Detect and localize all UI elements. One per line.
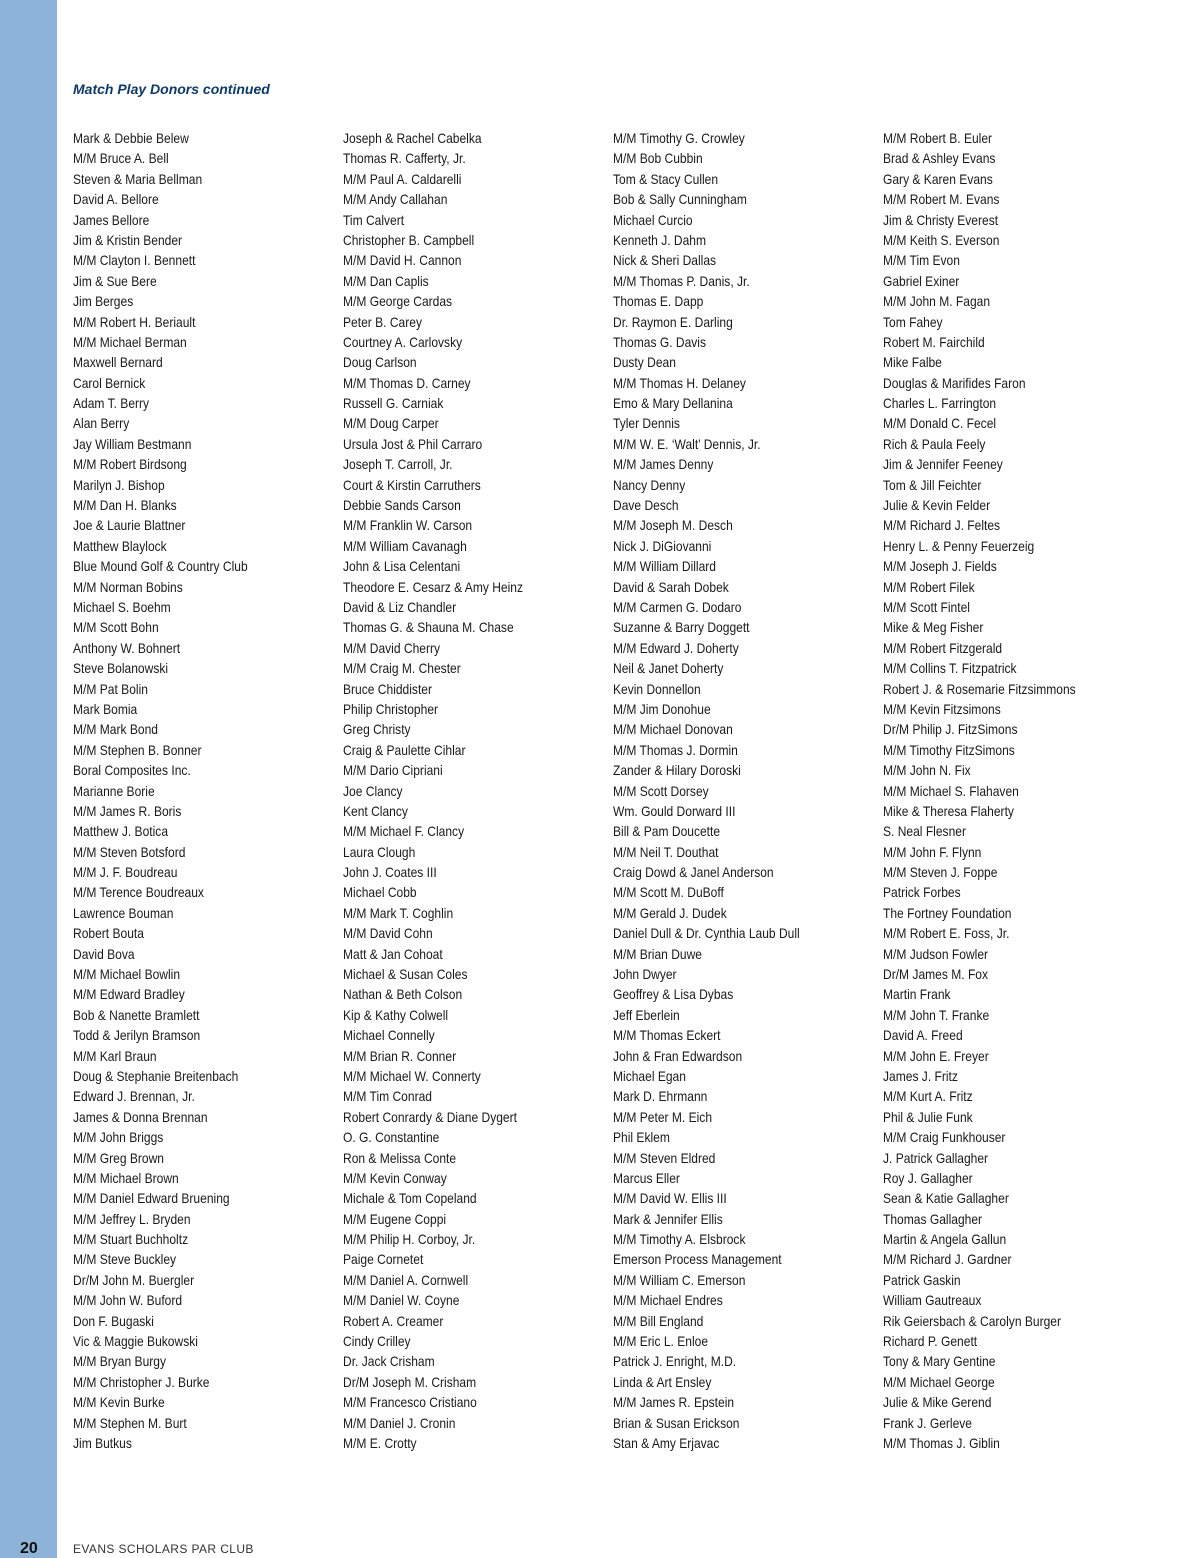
donor-name: M/M Stephen B. Bonner [73,741,202,758]
donor-name: M/M Keith S. Everson [883,231,1000,248]
donor-name: M/M Bill England [613,1312,704,1329]
donor-name: Boral Composites Inc. [73,762,191,779]
donor-name: M/M Peter M. Eich [613,1108,713,1125]
donor-name: M/M James R. Boris [73,802,182,819]
donor-name: Nick & Sheri Dallas [613,252,717,269]
donor-name: M/M Kevin Conway [343,1169,447,1186]
donor-name: Jim & Christy Everest [883,211,999,228]
donor-name: M/M Thomas J. Dormin [613,741,738,758]
donor-name: M/M Daniel A. Cornwell [343,1271,469,1288]
donor-name: David & Sarah Dobek [613,578,729,595]
donor-name: M/M Scott M. DuBoff [613,884,724,901]
donor-name: Nathan & Beth Colson [343,986,463,1003]
donor-name: M/M Philip H. Corboy, Jr. [343,1231,476,1248]
donor-name: M/M Thomas P. Danis, Jr. [613,272,750,289]
donor-name: Stan & Amy Erjavac [613,1435,720,1451]
donor-name: Jim & Kristin Bender [73,231,183,248]
donor-name: David A. Freed [883,1027,963,1044]
donor-name: Emo & Mary Dellanina [613,395,733,412]
donor-name: Daniel Dull & Dr. Cynthia Laub Dull [613,925,800,942]
donor-name: Bob & Nanette Bramlett [73,1006,200,1023]
donor-name: Cindy Crilley [343,1333,411,1350]
donor-name: Robert A. Creamer [343,1312,444,1329]
donor-name: Lawrence Bouman [73,904,174,921]
donor-name: M/M Timothy A. Elsbrock [613,1231,746,1248]
donor-name: Patrick Forbes [883,884,961,901]
donor-name: Rik Geiersbach & Carolyn Burger [883,1312,1062,1329]
donor-name: M/M Tim Conrad [343,1088,432,1105]
donor-name: M/M Christopher J. Burke [73,1373,210,1390]
donor-name: Matthew J. Botica [73,823,169,840]
donor-name: Kip & Kathy Colwell [343,1006,449,1023]
donor-name: M/M Michael Bowlin [73,966,181,983]
donor-name: Mark Bomia [73,700,138,717]
donor-name: M/M Gerald J. Dudek [613,904,727,921]
donor-name: Kenneth J. Dahm [613,231,707,248]
donor-name: Mark & Debbie Belew [73,130,189,146]
donor-name: M/M William Dillard [613,558,717,575]
donor-name: Tom Fahey [883,313,943,330]
donor-name: M/M Terence Boudreaux [73,884,204,901]
donor-name: M/M Scott Bohn [73,619,159,636]
donor-name: John & Fran Edwardson [613,1047,743,1064]
donor-name: Jim Butkus [73,1435,132,1451]
donor-name: Craig Dowd & Janel Anderson [613,864,774,881]
donor-name: Matthew Blaylock [73,537,167,554]
donor-name: Bruce Chiddister [343,680,433,697]
donor-name: Laura Clough [343,843,416,860]
donor-name: Greg Christy [343,721,411,738]
donor-name: M/M John N. Fix [883,762,971,779]
donor-name: Dr. Jack Crisham [343,1353,435,1370]
donor-name: David Bova [73,945,135,962]
donor-name: Tim Calvert [343,211,405,228]
donor-name: M/M Steven Eldred [613,1149,716,1166]
donor-name: Suzanne & Barry Doggett [613,619,750,636]
donor-name: Steven & Maria Bellman [73,170,203,187]
donor-name: Edward J. Brennan, Jr. [73,1088,195,1105]
donor-name: M/M David Cherry [343,639,441,656]
donor-name: Marilyn J. Bishop [73,476,165,493]
donor-name: Don F. Bugaski [73,1312,154,1329]
donor-name: M/M Thomas J. Giblin [883,1435,1000,1451]
donor-name: Marcus Eller [613,1169,680,1186]
donor-name: Russell G. Carniak [343,395,444,412]
donor-name: Patrick Gaskin [883,1271,961,1288]
donor-name: M/M Daniel Edward Bruening [73,1190,230,1207]
donor-name: M/M James R. Epstein [613,1394,735,1411]
donor-name: Julie & Mike Gerend [883,1394,992,1411]
donor-name: Tyler Dennis [613,415,680,432]
donor-name: Thomas E. Dapp [613,293,704,310]
donor-name: Kevin Donnellon [613,680,701,697]
donor-name: M/M Michael Endres [613,1292,723,1309]
donor-name: M/M Bryan Burgy [73,1353,167,1370]
donor-name: M/M John F. Flynn [883,843,982,860]
donor-name: Wm. Gould Dorward III [613,802,736,819]
donor-name: James & Donna Brennan [73,1108,208,1125]
donor-name: Roy J. Gallagher [883,1169,973,1186]
donor-name: M/M Kevin Fitzsimons [883,700,1001,717]
donor-name: M/M Thomas Eckert [613,1027,721,1044]
donor-name: M/M Tim Evon [883,252,960,269]
donor-name: Debbie Sands Carson [343,497,461,514]
donor-name: M/M Clayton I. Bennett [73,252,196,269]
donor-name: Brian & Susan Erickson [613,1414,740,1431]
footer-title: EVANS SCHOLARS PAR CLUB [73,1542,254,1556]
donor-name: Marianne Borie [73,782,155,799]
donor-name: Tom & Stacy Cullen [613,170,719,187]
donor-name: M/M Timothy FitzSimons [883,741,1015,758]
donor-name: Mike & Theresa Flaherty [883,802,1014,819]
donor-column-2 [343,128,552,1453]
donor-name: M/M W. E. ‘Walt’ Dennis, Jr. [613,435,761,452]
donor-name: M/M William Cavanagh [343,537,467,554]
donor-name: M/M Scott Fintel [883,598,970,615]
donor-name: Peter B. Carey [343,313,422,330]
donor-name: Doug Carlson [343,354,417,371]
donor-name: Robert Bouta [73,925,144,942]
donor-name: Courtney A. Carlovsky [343,333,463,350]
donor-name: M/M David Cohn [343,925,433,942]
donor-name: M/M Doug Carper [343,415,439,432]
donor-name: Todd & Jerilyn Bramson [73,1027,201,1044]
donor-name: Jeff Eberlein [613,1006,680,1023]
donor-name: James J. Fritz [883,1067,958,1084]
page-number: 20 [20,1540,38,1557]
donor-name: M/M Greg Brown [73,1149,164,1166]
donor-name: Mike Falbe [883,354,942,371]
donor-name: M/M John M. Fagan [883,293,991,310]
donor-name: Michael Egan [613,1067,686,1084]
donor-name: M/M Pat Bolin [73,680,148,697]
donor-name: M/M Dan Caplis [343,272,429,289]
donor-name: M/M Edward Bradley [73,986,185,1003]
donor-name: M/M J. F. Boudreau [73,864,178,881]
donor-name: Emerson Process Management [613,1251,782,1268]
donor-name: Dusty Dean [613,354,676,371]
donor-name: Gabriel Exiner [883,272,960,289]
donor-name: Alan Berry [73,415,130,432]
donor-name: Thomas Gallagher [883,1210,983,1227]
donor-name: Frank J. Gerleve [883,1414,972,1431]
donor-name: M/M Norman Bobins [73,578,183,595]
donor-name: Michale & Tom Copeland [343,1190,477,1207]
donor-name: Michael & Susan Coles [343,966,468,983]
donor-name: Julie & Kevin Felder [883,497,991,514]
donor-name: Joe Clancy [343,782,403,799]
donor-name: M/M Robert E. Foss, Jr. [883,925,1010,942]
donor-name: M/M Jim Donohue [613,700,711,717]
left-color-bar [0,0,57,1558]
donor-name: Martin Frank [883,986,951,1003]
donor-name: M/M Michael George [883,1373,995,1390]
donor-name: Tony & Mary Gentine [883,1353,996,1370]
donor-column-3 [613,128,830,1453]
donor-name: M/M Richard J. Feltes [883,517,1001,534]
donor-name: M/M Michael S. Flahaven [883,782,1019,799]
donor-name: M/M Robert H. Beriault [73,313,196,330]
donor-name: M/M Thomas D. Carney [343,374,471,391]
donor-name: Joe & Laurie Blattner [73,517,186,534]
donor-name: Matt & Jan Cohoat [343,945,443,962]
donor-name: J. Patrick Gallagher [883,1149,989,1166]
donor-name: Craig & Paulette Cihlar [343,741,466,758]
donor-name: M/M Robert M. Evans [883,191,1000,208]
donor-name: Thomas G. & Shauna M. Chase [343,619,514,636]
donor-name: M/M Michael Donovan [613,721,733,738]
donor-name: Linda & Art Ensley [613,1373,712,1390]
donor-name: M/M Michael W. Connerty [343,1067,481,1084]
donor-name: Michael Cobb [343,884,417,901]
donor-name: M/M Jeffrey L. Bryden [73,1210,191,1227]
donor-name: David & Liz Chandler [343,598,457,615]
donor-name: Nick J. DiGiovanni [613,537,712,554]
donor-name: Charles L. Farrington [883,395,997,412]
donor-name: Theodore E. Cesarz & Amy Heinz [343,578,524,595]
donor-name: M/M Joseph J. Fields [883,558,997,575]
donor-name: Dr/M James M. Fox [883,966,989,983]
donor-name: M/M Michael Berman [73,333,187,350]
donor-name: Jim & Jennifer Feeney [883,456,1003,473]
donor-name: Blue Mound Golf & Country Club [73,558,248,575]
donor-name: M/M Eugene Coppi [343,1210,447,1227]
donor-name: M/M Richard J. Gardner [883,1251,1012,1268]
donor-name: Jim & Sue Bere [73,272,157,289]
donor-name: Joseph T. Carroll, Jr. [343,456,453,473]
donor-name: Dave Desch [613,497,679,514]
donor-name: M/M Brian R. Conner [343,1047,457,1064]
donor-name: M/M Edward J. Doherty [613,639,739,656]
donor-name: Kent Clancy [343,802,408,819]
donor-name: Michael Connelly [343,1027,435,1044]
donor-name: Mark D. Ehrmann [613,1088,708,1105]
donor-name: Sean & Katie Gallagher [883,1190,1009,1207]
donor-name: M/M Steve Buckley [73,1251,177,1268]
donor-name: M/M Dario Cipriani [343,762,443,779]
donor-name: Vic & Maggie Bukowski [73,1333,198,1350]
donor-name: Jim Berges [73,293,134,310]
donor-name: Douglas & Marifides Faron [883,374,1026,391]
donor-name: M/M Stuart Buchholtz [73,1231,189,1248]
donor-name: Phil & Julie Funk [883,1108,973,1125]
donor-name: M/M Francesco Cristiano [343,1394,477,1411]
donor-name: M/M Mark T. Coghlin [343,904,454,921]
donor-name: M/M Bruce A. Bell [73,150,169,167]
donor-name: Brad & Ashley Evans [883,150,996,167]
donor-column-1 [73,128,276,1453]
donor-name: M/M John W. Buford [73,1292,183,1309]
donor-name: M/M John T. Franke [883,1006,990,1023]
donor-name: M/M Paul A. Caldarelli [343,170,462,187]
donor-name: M/M Brian Duwe [613,945,702,962]
donor-name: Geoffrey & Lisa Dybas [613,986,734,1003]
donor-name: Robert J. & Rosemarie Fitzsimmons [883,680,1076,697]
donor-name: M/M Bob Cubbin [613,150,703,167]
donor-name: M/M Robert Fitzgerald [883,639,1003,656]
donor-name: Adam T. Berry [73,395,150,412]
donor-name: M/M Franklin W. Carson [343,517,473,534]
donor-name: Mark & Jennifer Ellis [613,1210,723,1227]
donor-name: M/M Craig M. Chester [343,660,461,677]
donor-name: M/M Daniel J. Cronin [343,1414,456,1431]
donor-name: Rich & Paula Feely [883,435,986,452]
donor-name: M/M Timothy G. Crowley [613,130,745,146]
donor-name: Maxwell Bernard [73,354,163,371]
donor-name: M/M Judson Fowler [883,945,989,962]
donor-name: Robert M. Fairchild [883,333,985,350]
donor-name: Steve Bolanowski [73,660,169,677]
section-heading: Match Play Donors continued [73,81,270,97]
donor-name: M/M E. Crotty [343,1435,417,1451]
donor-name: M/M Daniel W. Coyne [343,1292,460,1309]
donor-name: M/M George Cardas [343,293,453,310]
donor-name: M/M John E. Freyer [883,1047,989,1064]
donor-name: M/M Steven Botsford [73,843,186,860]
donor-name: Dr/M John M. Buergler [73,1271,195,1288]
donor-name: M/M David W. Ellis III [613,1190,727,1207]
donor-name: Paige Cornetet [343,1251,424,1268]
donor-name: Neil & Janet Doherty [613,660,724,677]
donor-name: The Fortney Foundation [883,904,1012,921]
donor-name: M/M Neil T. Douthat [613,843,719,860]
donor-name: S. Neal Flesner [883,823,966,840]
donor-name: John Dwyer [613,966,677,983]
donor-name: M/M Michael F. Clancy [343,823,465,840]
donor-name: Dr/M Joseph M. Crisham [343,1373,477,1390]
donor-name: Michael S. Boehm [73,598,171,615]
donor-name: Richard P. Genett [883,1333,978,1350]
donor-name: Martin & Angela Gallun [883,1231,1007,1248]
donor-name: Bill & Pam Doucette [613,823,721,840]
donor-name: M/M Carmen G. Dodaro [613,598,742,615]
donor-name: M/M William C. Emerson [613,1271,746,1288]
donor-name: M/M Kurt A. Fritz [883,1088,973,1105]
donor-name: David A. Bellore [73,191,159,208]
donor-column-4 [883,128,1107,1453]
donor-name: Ursula Jost & Phil Carraro [343,435,483,452]
donor-name: Dr/M Philip J. FitzSimons [883,721,1018,738]
donor-name: M/M David H. Cannon [343,252,462,269]
donor-name: Joseph & Rachel Cabelka [343,130,482,146]
donor-name: M/M Robert Filek [883,578,975,595]
donor-name: Anthony W. Bohnert [73,639,181,656]
donor-name: John J. Coates III [343,864,437,881]
donor-name: M/M Michael Brown [73,1169,179,1186]
donor-name: Tom & Jill Feichter [883,476,982,493]
donor-name: M/M Stephen M. Burt [73,1414,187,1431]
donor-name: Michael Curcio [613,211,693,228]
donor-name: M/M Dan H. Blanks [73,497,177,514]
donor-name: Thomas G. Davis [613,333,707,350]
donor-name: William Gautreaux [883,1292,982,1309]
donor-name: Bob & Sally Cunningham [613,191,747,208]
donor-name: Thomas R. Cafferty, Jr. [343,150,466,167]
donor-name: M/M Andy Callahan [343,191,448,208]
donor-name: Gary & Karen Evans [883,170,993,187]
donor-name: Jay William Bestmann [73,435,192,452]
donor-name: Phil Eklem [613,1129,670,1146]
donor-name: M/M Karl Braun [73,1047,157,1064]
donor-name: Philip Christopher [343,700,439,717]
donor-name: Carol Bernick [73,374,146,391]
donor-name: Robert Conrardy & Diane Dygert [343,1108,517,1125]
donor-name: M/M Mark Bond [73,721,158,738]
donor-name: Court & Kirstin Carruthers [343,476,481,493]
donor-name: M/M Eric L. Enloe [613,1333,709,1350]
donor-name: M/M John Briggs [73,1129,164,1146]
donor-name: M/M Robert B. Euler [883,130,993,146]
donor-name: M/M Craig Funkhouser [883,1129,1006,1146]
donor-name: M/M Thomas H. Delaney [613,374,746,391]
donor-name: John & Lisa Celentani [343,558,461,575]
donor-name: O. G. Constantine [343,1129,440,1146]
donor-name: Mike & Meg Fisher [883,619,984,636]
donor-name: M/M Robert Birdsong [73,456,187,473]
donor-name: M/M Scott Dorsey [613,782,709,799]
donor-name: Zander & Hilary Doroski [613,762,741,779]
donor-name: M/M Donald C. Fecel [883,415,997,432]
donor-name: Henry L. & Penny Feuerzeig [883,537,1035,554]
donor-name: Christopher B. Campbell [343,231,475,248]
donor-name: M/M Kevin Burke [73,1394,165,1411]
donor-name: James Bellore [73,211,150,228]
donor-name: Doug & Stephanie Breitenbach [73,1067,239,1084]
donor-name: Patrick J. Enright, M.D. [613,1353,737,1370]
donor-name: M/M Collins T. Fitzpatrick [883,660,1017,677]
donor-name: Dr. Raymon E. Darling [613,313,733,330]
donor-name: M/M Steven J. Foppe [883,864,998,881]
donor-name: M/M Joseph M. Desch [613,517,733,534]
donor-name: Nancy Denny [613,476,686,493]
donor-name: M/M James Denny [613,456,714,473]
donor-name: Ron & Melissa Conte [343,1149,457,1166]
